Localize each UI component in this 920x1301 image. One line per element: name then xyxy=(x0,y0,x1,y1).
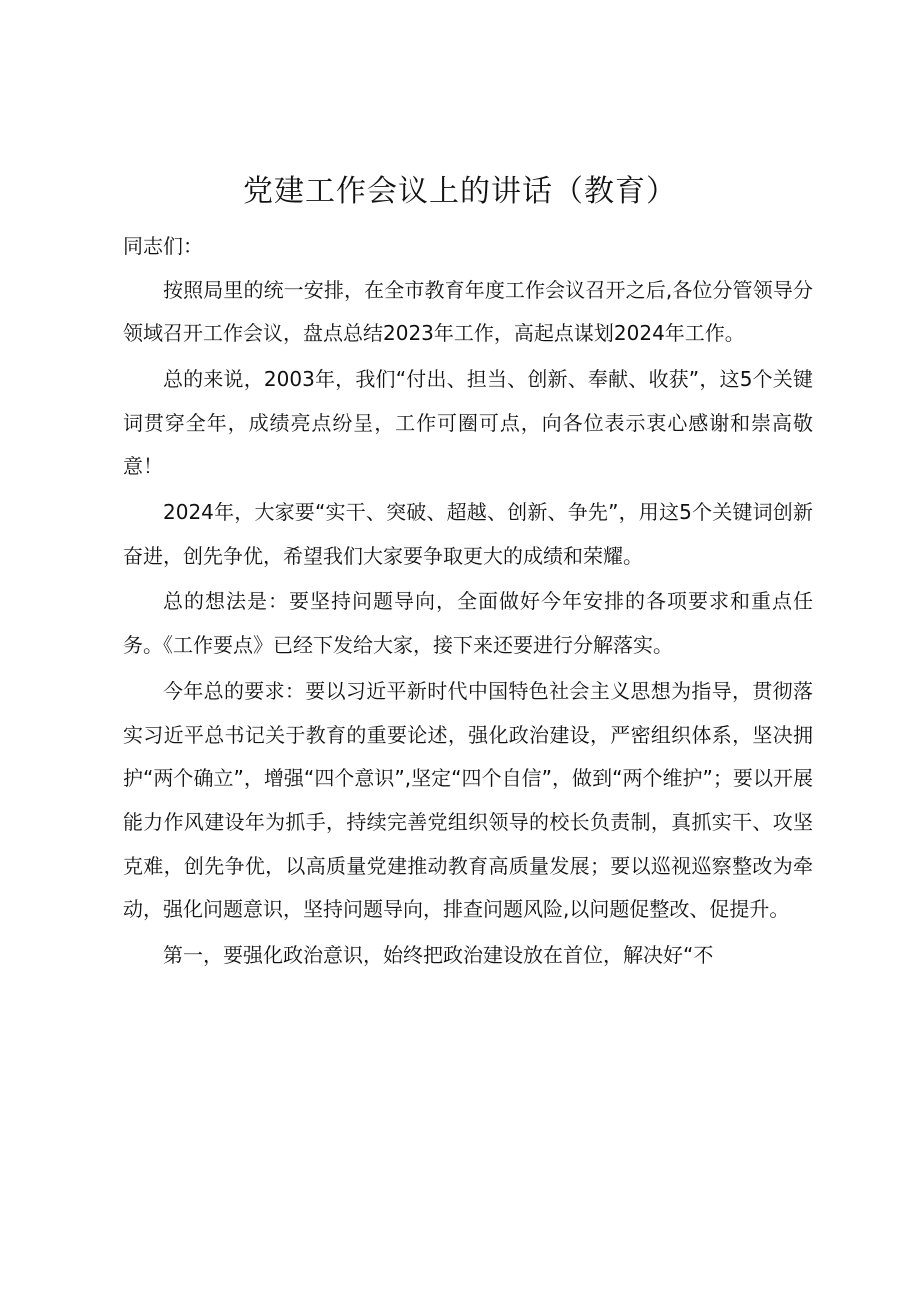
paragraph-2: 总的来说，2003年，我们“付出、担当、创新、奉献、收获”，这5个关键词贯穿全年，成绩亮点纷呈，工作可圈可点，向各位表示衷心感谢和崇高敬意！ xyxy=(123,366,813,479)
paragraph-6: 第一，要强化政治意识，始终把政治建设放在首位，解决好“不 xyxy=(163,943,714,968)
paragraph-1: 按照局里的统一安排，在全市教育年度工作会议召开之后,各位分管领导分领域召开工作会议，盘点总结2023年工作，高起点谋划2024年工作。 xyxy=(123,277,813,346)
paragraph-4: 总的想法是：要坚持问题导向，全面做好今年安排的各项要求和重点任务。《工作要点》已经下发给大家，接下来还要进行分解落实。 xyxy=(123,589,813,658)
paragraph-3: 2024年，大家要“实干、突破、超越、创新、争先”，用这5个关键词创新奋进，创先争优，希望我们大家要争取更大的成绩和荣耀。 xyxy=(123,500,813,568)
document-body xyxy=(123,224,813,978)
document-title: 党建工作会议上的讲话（教育） xyxy=(243,174,677,209)
paragraph-5: 今年总的要求：要以习近平新时代中国特色社会主义思想为指导，贯彻落实习近平总书记关于教育的重要论述，强化政治建设，严密组织体系，坚决拥护“两个确立”，增强“四个意识”,坚定“四个自信”，做到“两个维护”；要以开展能力作风建设年为抓手，持续完善党组织领导的校长负责制，真抓实干、攻坚克难，创先争优，以高质量党建推动教育高质量发展；要以巡视巡察整改为牵动，强化问题意识，坚持问题导向，排查问题风险,以问题促整改、促提升。 xyxy=(123,678,813,922)
salutation: 同志们： xyxy=(123,234,203,258)
